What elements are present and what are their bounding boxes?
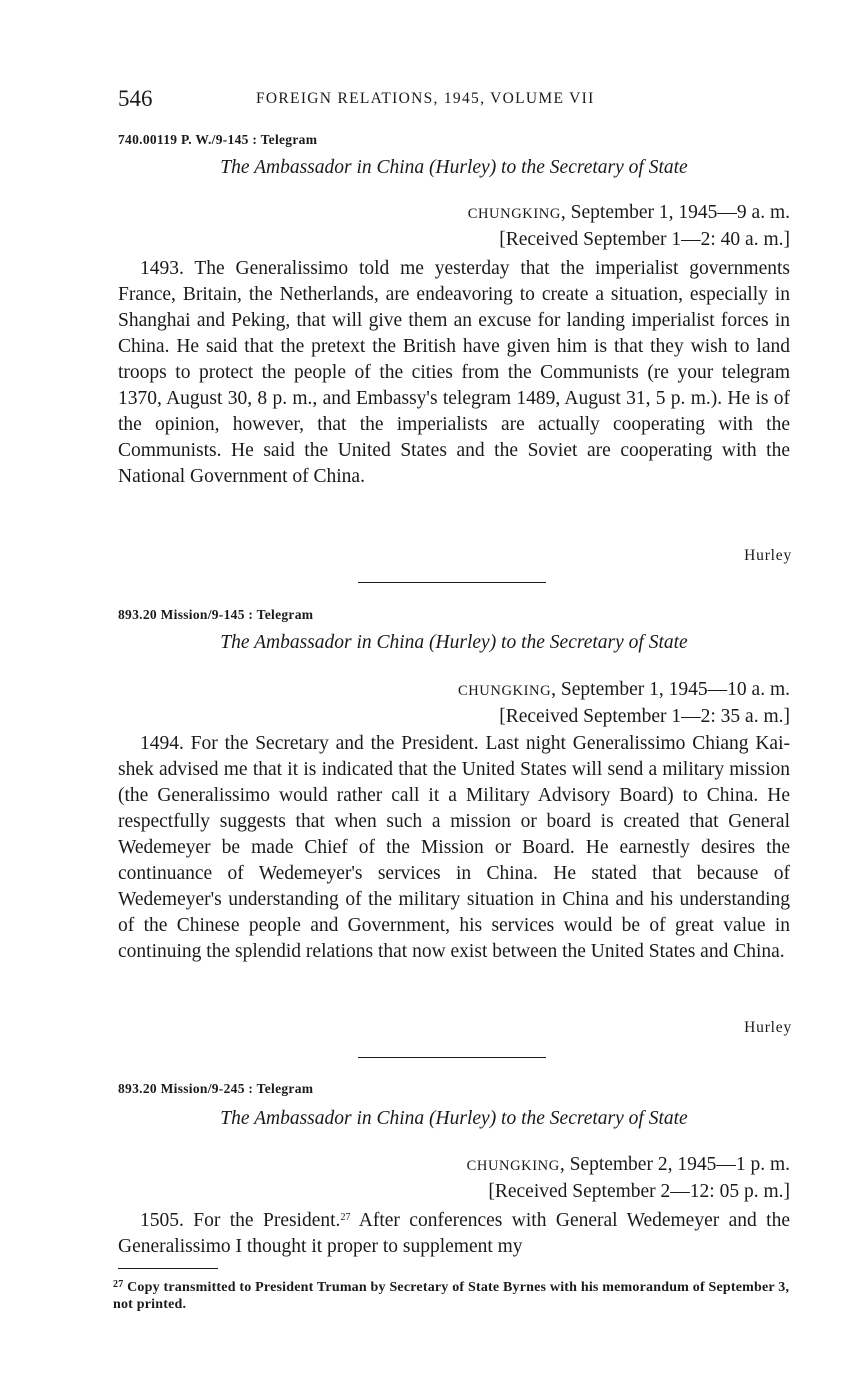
file-reference: 740.00119 P. W./9-145 : Telegram xyxy=(118,132,318,147)
received-line: [Received September 1—2: 40 a. m.] xyxy=(499,229,790,250)
telegram-body xyxy=(118,256,790,490)
dateline-date: , September 2, 1945—1 p. m. xyxy=(559,1154,790,1175)
document-title: The Ambassador in China (Hurley) to the Secretary of State xyxy=(220,632,688,653)
page-number: 546 xyxy=(118,86,153,111)
footnote-marker[interactable]: 27 xyxy=(340,1212,351,1223)
body-paragraph xyxy=(118,1208,790,1260)
body-start: 1505. For the President. xyxy=(140,1210,341,1231)
dateline-place: CHUNGKING xyxy=(467,206,561,222)
document-title: The Ambassador in China (Hurley) to the Secretary of State xyxy=(220,157,688,178)
file-reference: 893.20 Mission/9-245 : Telegram xyxy=(118,1081,314,1096)
dateline xyxy=(468,200,790,252)
body-rest: After conferences with General Wedemeyer and the Generalissimo I thought it proper to supplement my xyxy=(118,1210,791,1257)
telegram-body xyxy=(118,1208,790,1260)
section-divider xyxy=(358,1057,546,1058)
file-reference: 893.20 Mission/9-145 : Telegram xyxy=(118,607,314,622)
received-line: [Received September 1—2: 35 a. m.] xyxy=(499,706,790,727)
dateline-place: CHUNGKING xyxy=(466,1158,560,1174)
footnote xyxy=(113,1279,790,1313)
footnote-divider xyxy=(118,1268,218,1269)
footnote-number: 27 xyxy=(113,1279,124,1290)
footnote-text: Copy transmitted to President Truman by Secretary of State Byrnes with his memorandum of September 3, not printed. xyxy=(113,1280,790,1312)
body-paragraph: 1494. For the Secretary and the President. Last night Generalissimo Chiang Kai-shek advised me that it is indicated that the United States will send a military mission (the Generalissimo would rather call it a Military Advisory Board) to China. He respectfully suggests that when such a mission or board is created that General Wedemeyer be made Chief of the Mission or Board. He earnestly desires the continuance of Wedemeyer's services in China. He stated that because of Wedemeyer's understanding of the military situation in China and his understanding of the Chinese people and Government, his services would be of great value in continuing the splendid relations that now exist between the United States and China. xyxy=(118,733,790,962)
received-line: [Received September 2—12: 05 p. m.] xyxy=(488,1181,790,1202)
telegram-body xyxy=(118,731,790,965)
section-divider xyxy=(358,582,546,583)
body-paragraph: 1493. The Generalissimo told me yesterday that the imperialist governments France, Britain, the Netherlands, are endeavoring to create a situation, especially in Shanghai and Peking, that will give them an excuse for landing imperialist forces in China. He said that the pretext the British have given him is that they wish to land troops to protect the people of the cities from the Communists (re your telegram 1370, August 30, 8 p. m., and Embassy's telegram 1489, August 31, 5 p. m.). He is of the opinion, however, that the imperialists are actually cooperating with the Communists. He said the United States and the Soviet are cooperating with the National Government of China. xyxy=(118,258,790,487)
dateline xyxy=(458,677,790,729)
running-head: FOREIGN RELATIONS, 1945, VOLUME VII xyxy=(256,90,595,107)
signature: Hurley xyxy=(744,1019,792,1036)
document-title: The Ambassador in China (Hurley) to the Secretary of State xyxy=(220,1108,688,1129)
dateline-place: CHUNGKING xyxy=(457,683,552,699)
dateline-date: , September 1, 1945—10 a. m. xyxy=(551,679,790,700)
page-header xyxy=(118,86,790,116)
signature: Hurley xyxy=(744,547,792,564)
dateline-date: , September 1, 1945—9 a. m. xyxy=(560,202,790,223)
dateline xyxy=(467,1152,790,1204)
